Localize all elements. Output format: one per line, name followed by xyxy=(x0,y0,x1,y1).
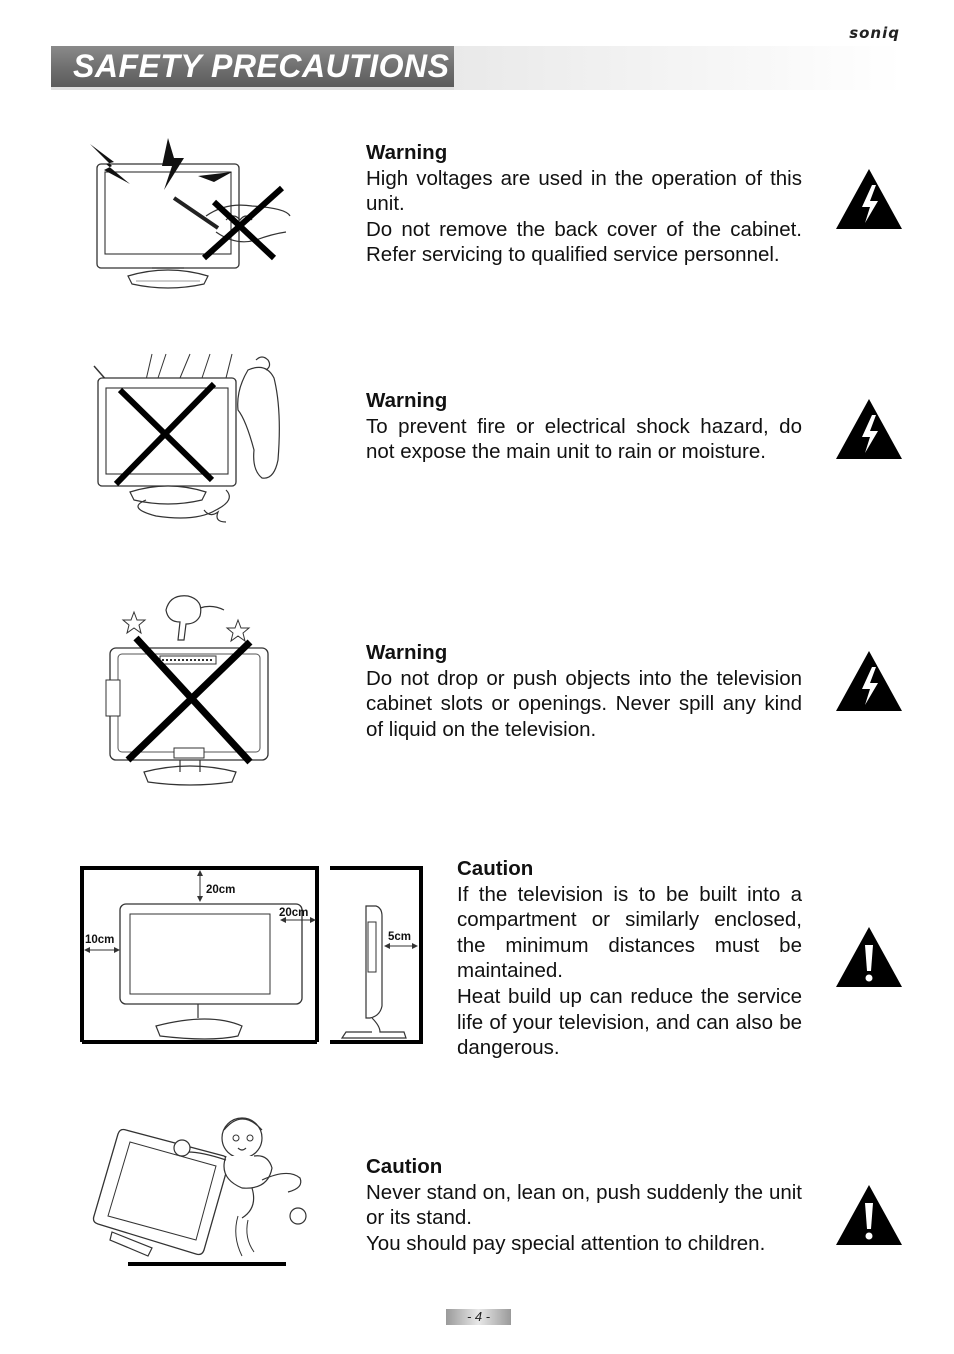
section-1-text xyxy=(366,140,802,268)
section-5-line-2: You should pay special attention to children. xyxy=(366,1231,766,1255)
section-2-heading: Warning xyxy=(366,389,448,412)
section-3-line-1: Do not drop or push objects into the television cabinet slots or openings. Never spill any kind of liquid on the television. xyxy=(366,666,802,741)
page-title: SAFETY PRECAUTIONS xyxy=(73,48,450,84)
exclamation-hazard-icon xyxy=(834,925,904,989)
clearance-side-label: 20cm xyxy=(279,907,309,919)
page-number: - 4 - xyxy=(446,1309,511,1325)
section-1-line-1: High voltages are used in the operation of this unit. xyxy=(366,166,802,216)
clearance-back-label: 5cm xyxy=(388,931,412,943)
clearance-diagram xyxy=(80,866,424,1046)
section-5-text xyxy=(366,1154,802,1256)
section-5-line-1: Never stand on, lean on, push suddenly the unit or its stand. xyxy=(366,1180,802,1230)
title-box xyxy=(51,46,454,90)
section-2-text xyxy=(366,388,802,465)
title-bar xyxy=(51,46,903,90)
brand-logo: soniq xyxy=(849,24,900,42)
section-4-line-1: If the television is to be built into a compartment or similarly enclosed, the minimum distances must be maintained. xyxy=(457,882,802,983)
section-1-line-2: Do not remove the back cover of the cabinet. Refer servicing to qualified service personnel. xyxy=(366,217,802,267)
lightning-hazard-icon xyxy=(834,167,904,231)
tv-rain-illustration xyxy=(86,350,296,530)
tv-back-objects-illustration xyxy=(100,590,280,790)
tv-screwdriver-illustration xyxy=(86,136,296,296)
clearance-top-label: 20cm xyxy=(206,884,236,896)
section-5-heading: Caution xyxy=(366,1155,443,1178)
section-4-line-2: Heat build up can reduce the service life of your television, and can also be dangerous. xyxy=(457,984,802,1060)
section-3-heading: Warning xyxy=(366,641,448,664)
section-1-heading: Warning xyxy=(366,141,448,164)
clearance-left-label: 10cm xyxy=(85,934,115,946)
section-2-line-1: To prevent fire or electrical shock hazard, do not expose the main unit to rain or moisture. xyxy=(366,414,802,464)
lightning-hazard-icon xyxy=(834,397,904,461)
child-leaning-tv-illustration xyxy=(92,1108,322,1272)
exclamation-hazard-icon xyxy=(834,1183,904,1247)
section-4-text xyxy=(457,856,802,1061)
lightning-hazard-icon xyxy=(834,649,904,713)
section-3-text xyxy=(366,640,802,742)
section-4-heading: Caution xyxy=(457,857,534,880)
